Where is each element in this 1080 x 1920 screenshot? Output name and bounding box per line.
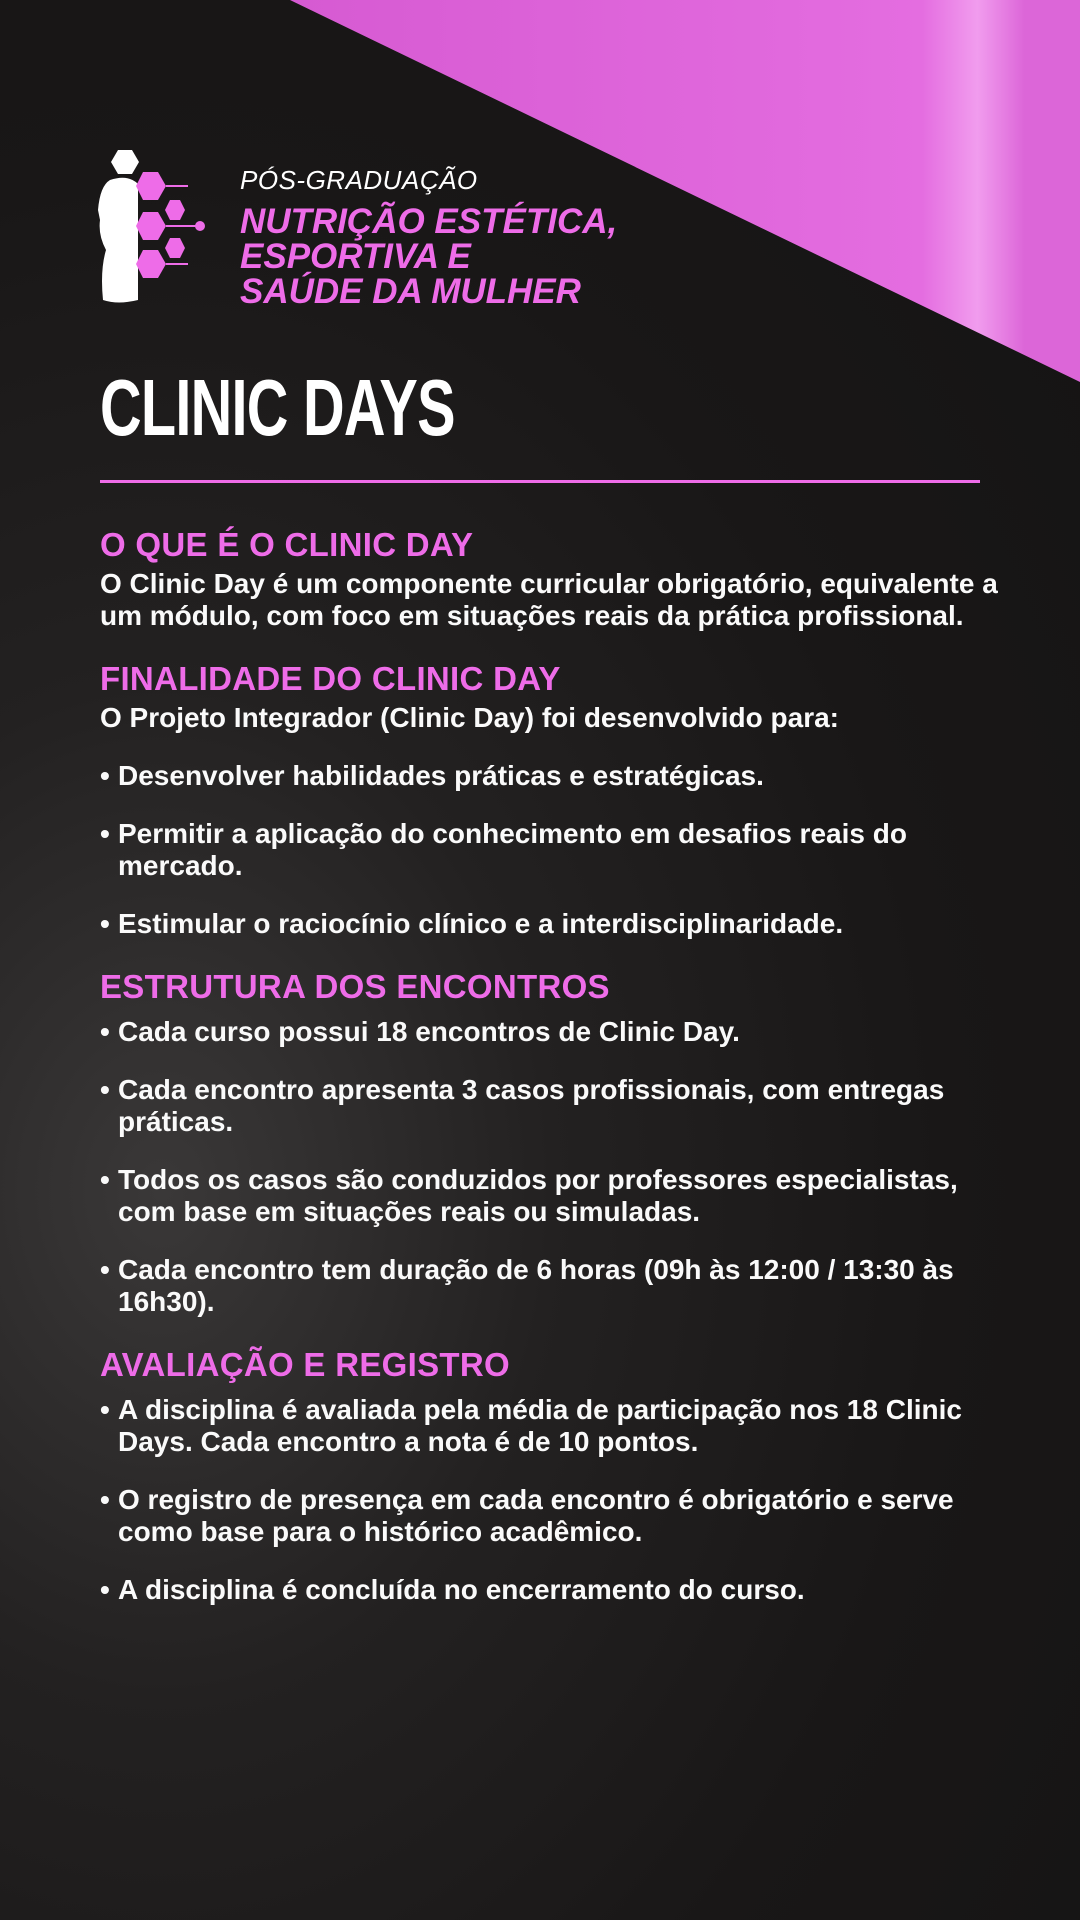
course-name: [240, 204, 617, 309]
list-item: • Cada encontro tem duração de 6 horas (09h às 12:00 / 13:30 às 16h30).: [100, 1254, 1000, 1318]
woman-silhouette-hexagons-icon: [98, 150, 218, 305]
section-heading: O QUE É O CLINIC DAY: [100, 526, 474, 563]
course-line: ESPORTIVA E: [240, 237, 471, 276]
section-text: O Clinic Day é um componente curricular obrigatório, equivalente a um módulo, com foco em situações reais da prática profissional.: [100, 568, 998, 631]
divider: [100, 480, 980, 483]
list-item: • Cada curso possui 18 encontros de Clinic Day.: [100, 1016, 1000, 1048]
section-heading: AVALIAÇÃO E REGISTRO: [100, 1346, 510, 1383]
content: [100, 522, 1000, 1606]
list-item: • Cada encontro apresenta 3 casos profissionais, com entregas práticas.: [100, 1074, 1000, 1138]
course-brand: [240, 165, 617, 309]
list-item: • A disciplina é avaliada pela média de participação nos 18 Clinic Days. Cada encontro a nota é de 10 pontos.: [100, 1394, 1000, 1458]
section-heading: FINALIDADE DO CLINIC DAY: [100, 660, 561, 697]
list-item: • Estimular o raciocínio clínico e a interdisciplinaridade.: [100, 908, 1000, 940]
section-text: O Projeto Integrador (Clinic Day) foi desenvolvido para:: [100, 702, 840, 733]
page-title: CLINIC DAYS: [100, 363, 455, 452]
course-line: NUTRIÇÃO ESTÉTICA,: [240, 202, 618, 241]
list-item: • Permitir a aplicação do conhecimento em desafios reais do mercado.: [100, 818, 1000, 882]
course-line: SAÚDE DA MULHER: [240, 272, 581, 311]
bullet-list: [100, 1394, 1000, 1606]
list-item: • Desenvolver habilidades práticas e estratégicas.: [100, 760, 1000, 792]
section-heading: ESTRUTURA DOS ENCONTROS: [100, 968, 610, 1005]
list-item: • A disciplina é concluída no encerramento do curso.: [100, 1574, 1000, 1606]
bullet-list: [100, 1016, 1000, 1318]
pre-title: PÓS-GRADUAÇÃO: [240, 165, 478, 195]
list-item: • Todos os casos são conduzidos por professores especialistas, com base em situações reais ou simuladas.: [100, 1164, 1000, 1228]
list-item: • O registro de presença em cada encontro é obrigatório e serve como base para o histórico acadêmico.: [100, 1484, 1000, 1548]
bullet-list: [100, 760, 1000, 940]
